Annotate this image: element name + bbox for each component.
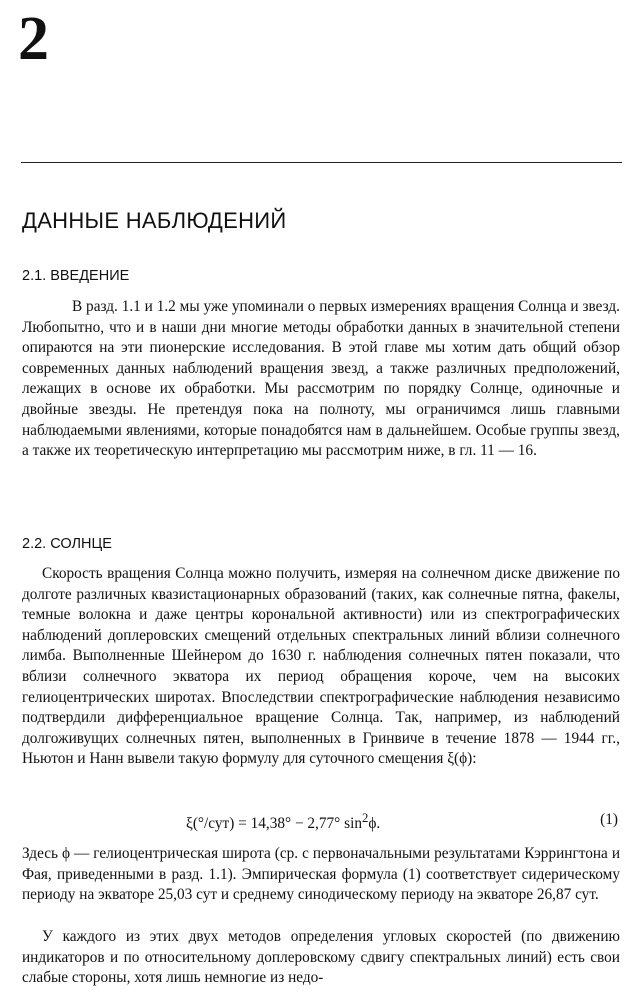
- section-heading-introduction: 2.1. ВВЕДЕНИЕ: [22, 268, 130, 284]
- equation-variable: ϕ.: [368, 815, 381, 833]
- equation-number: (1): [600, 811, 618, 828]
- equation-exponent: 2: [361, 811, 369, 825]
- equation-1: [22, 809, 620, 833]
- chapter-title: ДАННЫЕ НАБЛЮДЕНИЙ: [22, 208, 287, 233]
- chapter-number: 2: [18, 5, 49, 73]
- section-heading-sun: 2.2. СОЛНЦЕ: [22, 536, 112, 552]
- paragraph-sun-rotation: Скорость вращения Солнца можно получить, измеряя на солнечном диске движение по долготе различных квазистационарных образований (таких, как солнечные пятна, факелы, темные волокна и даже центры корональной активности) или из спектрографических наблюдений доплеровских смещений отдельных спектральных линий вблизи солнечного лимба. Выполненные Шейнером до 1630 г. наблюдения солнечных пятен показали, что вблизи солнечного экватора их период обращения короче, чем на высоких гелиоцентрических широтах. Впоследствии спектрографические наблюдения независимо подтвердили дифференциальное вращение Солнца. Так, например, из наблюдений долгоживущих солнечных пятен, выполненных в Гринвиче в течение 1878 — 1944 гг., Ньютон и Нанн вывели такую формулу для суточного смещения ξ(ϕ):: [22, 565, 620, 768]
- equation-expression: [186, 811, 380, 833]
- paragraph-formula-explanation: Здесь ϕ — гелиоцентрическая широта (ср. с первоначальными результатами Кэррингтона и Фая, приведенными в разд. 1.1). Эмпирическая формула (1) соответствует сидерическому периоду на экваторе 25,03 сут и среднему синодическому периоду на экваторе 26,87 сут.: [22, 845, 620, 904]
- paragraph-methods: У каждого из этих двух методов определения угловых скоростей (по движению индикаторов и по относительному доплеровскому сдвигу спектральных линий) есть свои слабые стороны, хотя лишь немногие из недо-: [22, 928, 620, 987]
- equation-term-constant: 14,38°: [250, 815, 292, 833]
- equation-minus: −: [291, 815, 308, 833]
- chapter-divider: [21, 162, 622, 163]
- paragraph-introduction: В разд. 1.1 и 1.2 мы уже упоминали о первых измерениях вращения Солнца и звезд. Любопытно, что и в наши дни многие методы обработки данных в значительной степени опираются на эти пионерские исследования. В этой главе мы хотим дать общий обзор современных данных наблюдений вращения звезд, а также различных предположений, лежащих в основе их обработки. Мы рассмотрим по порядку Солнце, одиночные и двойные звезды. Не претендуя пока на полноту, мы ограничимся лишь главными наблюдаемыми явлениями, которые понадобятся нам в дальнейшем. Особые группы звезд, а также их теоретическую интерпретацию мы рассмотрим ниже, в гл. 11 — 16.: [22, 298, 620, 460]
- equation-lhs: ξ(°/сут) =: [186, 815, 251, 833]
- equation-term-sine: 2,77° sin: [307, 815, 362, 833]
